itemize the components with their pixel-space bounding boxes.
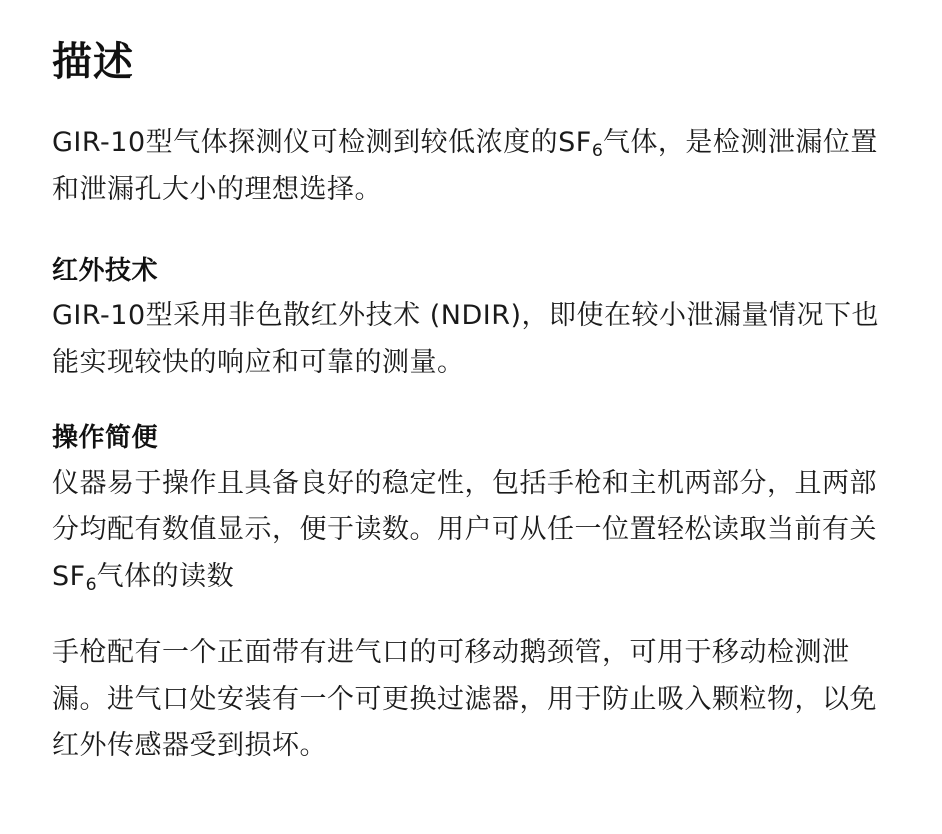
section-paragraph-easy-operation-1 bbox=[52, 461, 890, 600]
section-heading-easy-operation: 操作简便 bbox=[52, 423, 159, 454]
easy-operation-text-part1: 仪器易于操作且具备良好的稳定性，包括手枪和主机两部分，且两部分均配有数值显示，便于读数。用户可从任一位置轻松读取当前有关SF bbox=[52, 467, 877, 592]
intro-text-part2: 气体，是检测泄漏位置和泄漏孔大小的理想选择。 bbox=[52, 127, 878, 205]
intro-text-part1: GIR-10型气体探测仪可检测到较低浓度的SF bbox=[52, 127, 592, 158]
section-paragraph-infrared: GIR-10型采用非色散红外技术 (NDIR)，即使在较小泄漏量情况下也能实现较快的响应和可靠的测量。 bbox=[52, 300, 880, 378]
page-title: 描述 bbox=[52, 39, 134, 85]
section-paragraph-easy-operation-2: 手枪配有一个正面带有进气口的可移动鹅颈管，可用于移动检测泄漏。进气口处安装有一个可更换过滤器，用于防止吸入颗粒物，以免红外传感器受到损坏。 bbox=[52, 637, 877, 761]
section-heading-infrared: 红外技术 bbox=[52, 255, 159, 286]
intro-paragraph bbox=[52, 120, 890, 213]
easy-operation-text-part2: 气体的读数 bbox=[96, 560, 235, 592]
intro-subscript-6: 6 bbox=[591, 140, 603, 161]
section-infrared-technology bbox=[52, 253, 890, 386]
section-easy-operation bbox=[52, 420, 890, 769]
easy-operation-subscript-6: 6 bbox=[85, 574, 97, 595]
